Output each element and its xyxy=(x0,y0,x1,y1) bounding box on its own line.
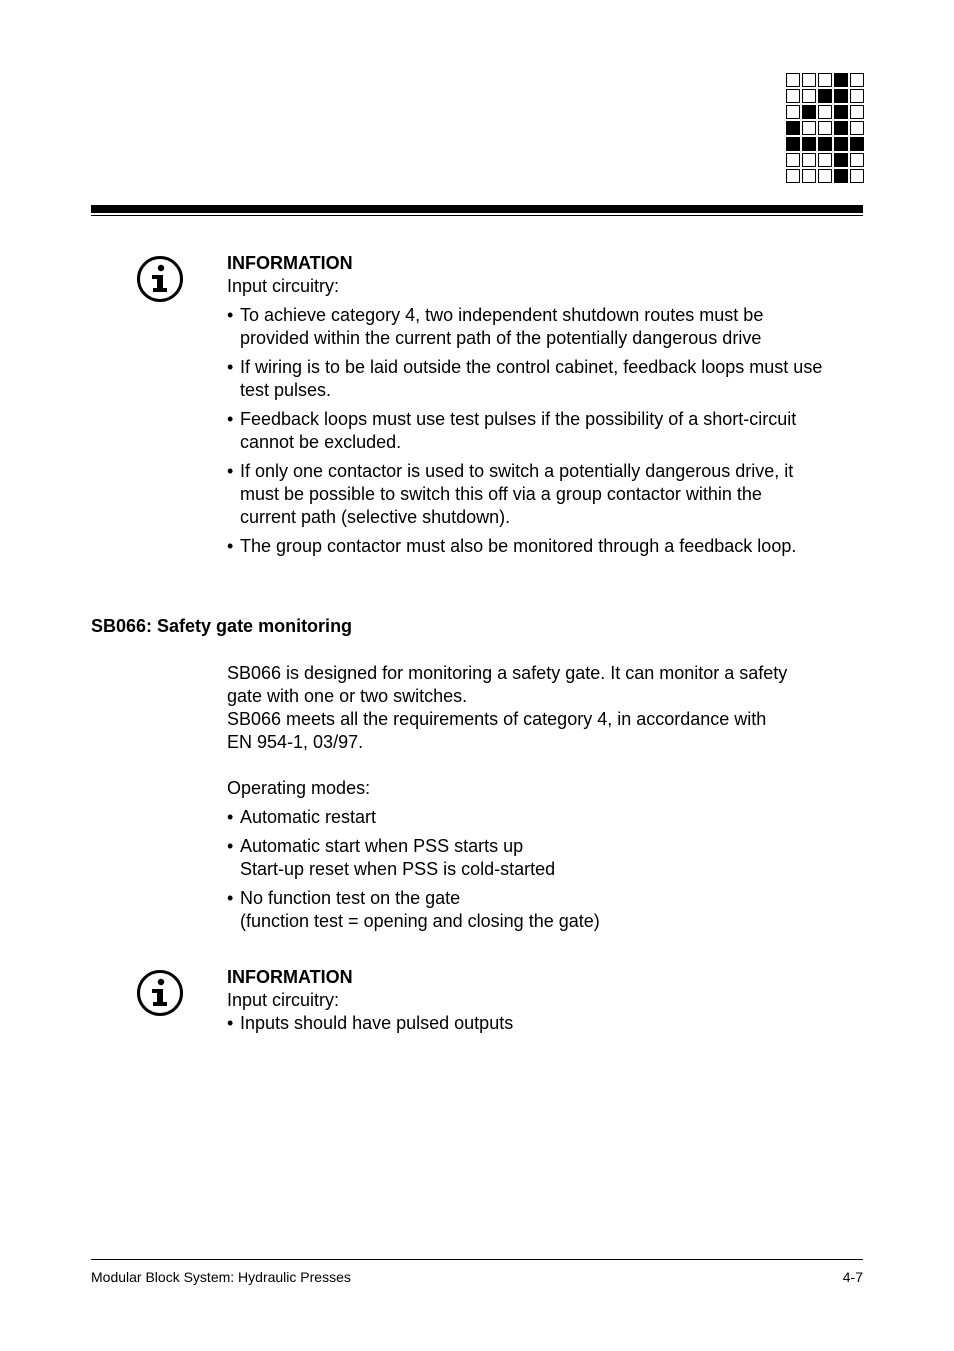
info-heading: INFORMATION xyxy=(227,967,353,987)
paragraph-line: SB066 meets all the requirements of category 4, in accordance with xyxy=(227,709,767,729)
footer-rule xyxy=(91,1259,863,1260)
list-item-line: • The group contactor must also be monitored through a feedback loop. xyxy=(240,536,797,556)
list-item-line: must be possible to switch this off via a group contactor within the xyxy=(240,484,762,504)
info-heading: INFORMATION xyxy=(227,253,353,273)
footer-title: Modular Block System: Hydraulic Presses xyxy=(91,1269,351,1285)
list-item-line: • To achieve category 4, two independent shutdown routes must be xyxy=(240,305,764,325)
list-item-line: cannot be excluded. xyxy=(240,432,402,452)
list-item-line: • Automatic restart xyxy=(240,807,377,827)
info-icon xyxy=(136,255,184,303)
list-item xyxy=(227,356,867,402)
section-title: SB066: Safety gate monitoring xyxy=(91,616,353,636)
list-item xyxy=(227,835,867,881)
paragraph-line: SB066 is designed for monitoring a safety gate. It can monitor a safety xyxy=(227,663,788,683)
list-item-line: • If wiring is to be laid outside the control cabinet, feedback loops must use xyxy=(240,357,823,377)
list-item xyxy=(227,535,867,558)
list-item-line: • No function test on the gate xyxy=(240,888,461,908)
section-body xyxy=(227,662,867,933)
list-item-line: • If only one contactor is used to switch a potentially dangerous drive, it xyxy=(240,461,794,481)
info-box-1 xyxy=(227,252,867,558)
header-rule-thick xyxy=(91,205,863,213)
grid-logo-icon xyxy=(786,73,864,183)
list-item-line: • Inputs should have pulsed outputs xyxy=(240,1013,514,1033)
paragraph-line: EN 954-1, 03/97. xyxy=(227,732,364,752)
list-item xyxy=(227,1012,867,1035)
page-number: 4-7 xyxy=(842,1269,863,1285)
info-box-2 xyxy=(227,966,867,1035)
info-intro: Input circuitry: xyxy=(227,990,340,1010)
paragraph-line: gate with one or two switches. xyxy=(227,686,468,706)
header-rule-thin xyxy=(91,215,863,216)
list-item-line: (function test = opening and closing the gate) xyxy=(240,911,600,931)
info-icon xyxy=(136,969,184,1017)
list-item-line: • Automatic start when PSS starts up xyxy=(240,836,524,856)
list-item xyxy=(227,460,867,529)
list-item-line: test pulses. xyxy=(240,380,332,400)
list-item-line: provided within the current path of the potentially dangerous drive xyxy=(240,328,762,348)
list-item-line: • Feedback loops must use test pulses if the possibility of a short-circuit xyxy=(240,409,797,429)
list-item xyxy=(227,408,867,454)
list-item xyxy=(227,806,867,829)
list-item xyxy=(227,887,867,933)
info-intro: Input circuitry: xyxy=(227,276,340,296)
modes-label: Operating modes: xyxy=(227,778,371,798)
list-item-line: Start-up reset when PSS is cold-started xyxy=(240,859,556,879)
list-item xyxy=(227,304,867,350)
list-item-line: current path (selective shutdown). xyxy=(240,507,511,527)
